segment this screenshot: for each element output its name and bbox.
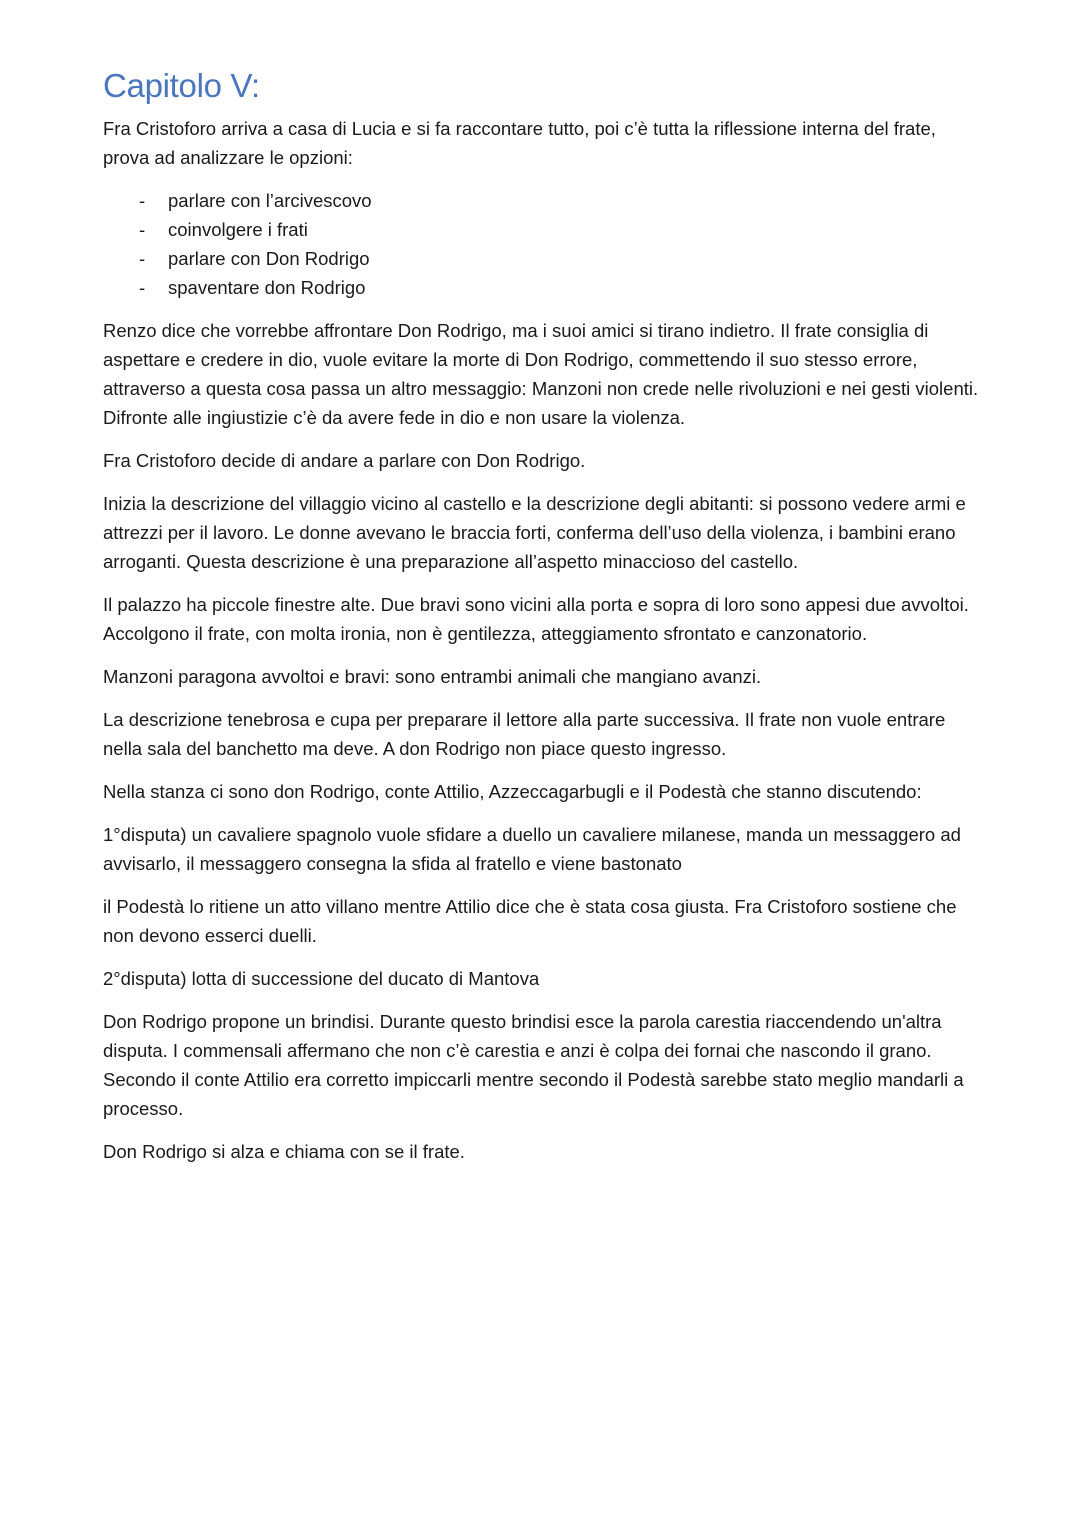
intro-paragraph: Fra Cristoforo arriva a casa di Lucia e si fa raccontare tutto, poi c’è tutta la riflessione interna del frate, prova ad analizzare le opzioni: [103,118,936,168]
list-item [103,244,983,273]
paragraph-room: Nella stanza ci sono don Rodrigo, conte Attilio, Azzeccagarbugli e il Podestà che stanno discutendo: [103,781,922,802]
option-text: spaventare don Rodrigo [168,277,366,298]
bullet-dash: - [139,248,146,269]
paragraph-podesta: il Podestà lo ritiene un atto villano mentre Attilio dice che è stata cosa giusta. Fra Cristoforo sostiene che non devono esserci duelli. [103,896,957,946]
paragraph-description: La descrizione tenebrosa e cupa per preparare il lettore alla parte successiva. Il frate non vuole entrare nella sala del banchetto ma deve. A don Rodrigo non piace questo ingresso. [103,709,946,759]
paragraph-first-dispute: 1°disputa) un cavaliere spagnolo vuole sfidare a duello un cavaliere milanese, manda un messaggero ad avvisarlo, il messaggero consegna la sfida al fratello e viene bastonato [103,824,961,874]
paragraph-toast: Don Rodrigo propone un brindisi. Durante questo brindisi esce la parola carestia riaccendendo un'altra disputa. I commensali affermano che non c’è carestia e anzi è colpa dei fornai che nascondo il grano. Secondo il conte Attilio era corretto impiccarli mentre secondo il Podestà sarebbe stato meglio mandarli a processo. [103,1011,964,1119]
bullet-dash: - [139,219,146,240]
option-text: parlare con Don Rodrigo [168,248,370,269]
list-item [103,215,983,244]
paragraph-second-dispute: 2°disputa) lotta di successione del ducato di Mantova [103,968,540,989]
options-list [103,186,983,302]
document-page [103,64,983,1180]
paragraph-palace: Il palazzo ha piccole finestre alte. Due bravi sono vicini alla porta e sopra di loro sono appesi due avvoltoi. Accolgono il frate, con molta ironia, non è gentilezza, atteggiamento sfrontato e canzonatorio. [103,594,969,644]
paragraph-decision: Fra Cristoforo decide di andare a parlare con Don Rodrigo. [103,450,586,471]
bullet-dash: - [139,190,146,211]
bullet-dash: - [139,277,146,298]
paragraph-village: Inizia la descrizione del villaggio vicino al castello e la descrizione degli abitanti: si possono vedere armi e attrezzi per il lavoro. Le donne avevano le braccia forti, conferma dell’uso della violenza, i bambini erano arroganti. Questa descrizione è una preparazione all’aspetto minaccioso del castello. [103,493,966,572]
paragraph-comparison: Manzoni paragona avvoltoi e bravi: sono entrambi animali che mangiano avanzi. [103,666,762,687]
list-item [103,273,983,302]
paragraph-renzo: Renzo dice che vorrebbe affrontare Don Rodrigo, ma i suoi amici si tirano indietro. Il frate consiglia di aspettare e credere in dio, vuole evitare la morte di Don Rodrigo, commettendo il suo stesso errore, attraverso a questa cosa passa un altro messaggio: Manzoni non crede nelle rivoluzioni e nei gesti violenti. Difronte alle ingiustizie c’è da avere fede in dio e non usare la violenza. [103,320,979,428]
option-text: parlare con l’arcivescovo [168,190,372,211]
chapter-heading: Capitolo V: [103,67,260,104]
option-text: coinvolgere i frati [168,219,308,240]
list-item [103,186,983,215]
paragraph-ending: Don Rodrigo si alza e chiama con se il frate. [103,1141,465,1162]
